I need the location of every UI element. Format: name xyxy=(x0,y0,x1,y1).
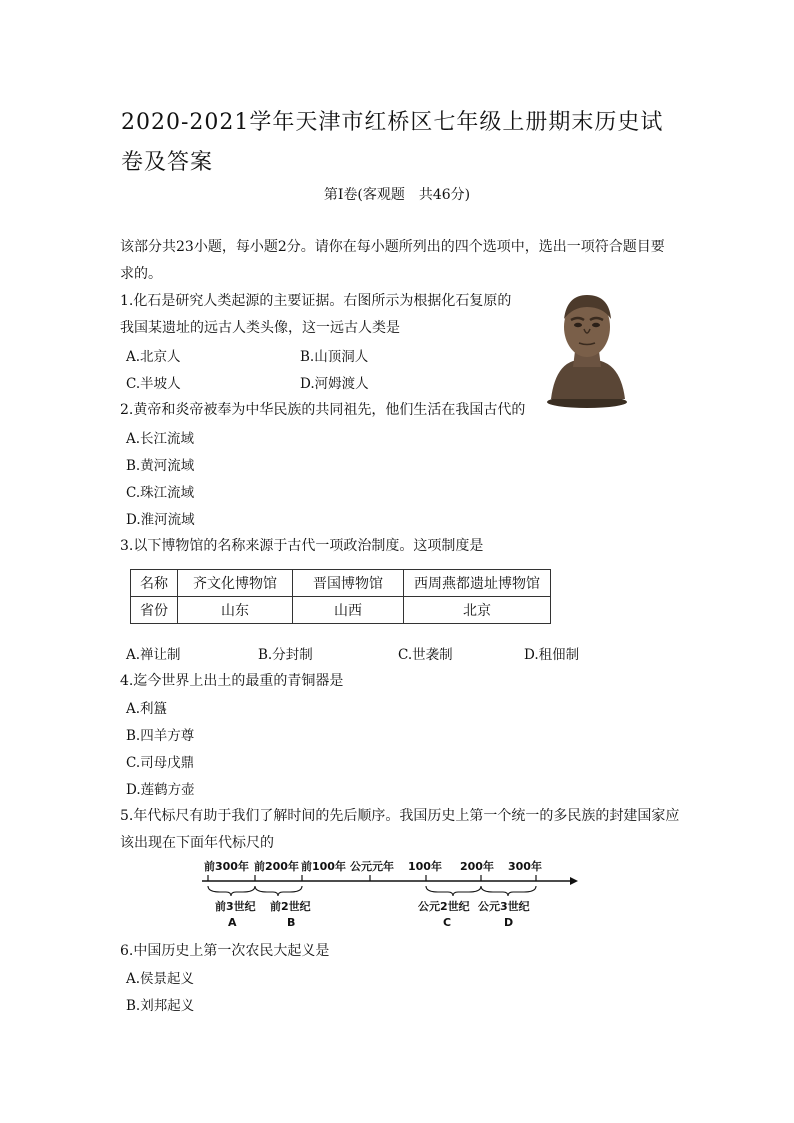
table-row xyxy=(131,597,551,624)
timeline-label: 200年 xyxy=(460,860,494,873)
table-cell: 山东 xyxy=(178,597,293,624)
q5-stem-line-1: 5.年代标尺有助于我们了解时间的先后顺序。我国历史上第一个统一的多民族的封建国家应 xyxy=(120,808,680,824)
q2-option-a[interactable]: A.长江流域 xyxy=(126,431,195,447)
q6-stem: 6.中国历史上第一次农民大起义是 xyxy=(120,943,330,959)
table-cell: 西周燕都遗址博物馆 xyxy=(404,570,551,597)
q1-stem-line-2: 我国某遗址的远古人类头像，这一远古人类是 xyxy=(120,320,400,336)
table-cell: 北京 xyxy=(404,597,551,624)
timeline-century: 前2世纪 xyxy=(270,900,311,913)
section-heading: 第Ⅰ卷(客观题 共46分) xyxy=(323,187,471,203)
timeline-label: 前300年 xyxy=(204,860,249,873)
q6-option-a[interactable]: A.侯景起义 xyxy=(126,971,195,987)
q2-option-b[interactable]: B.黄河流域 xyxy=(126,458,195,474)
timeline-brace-a xyxy=(208,886,255,896)
table-cell: 省份 xyxy=(131,597,178,624)
timeline-brace-c xyxy=(426,886,481,896)
timeline-ruler xyxy=(198,856,578,936)
timeline-label: 公元元年 xyxy=(350,860,394,873)
timeline-letter: A xyxy=(228,916,237,929)
timeline-label: 前100年 xyxy=(301,860,346,873)
timeline-century: 公元3世纪 xyxy=(478,900,530,913)
table-cell: 晋国博物馆 xyxy=(293,570,404,597)
timeline-brace-b xyxy=(255,886,302,896)
museum-table xyxy=(130,569,551,624)
timeline-century: 公元2世纪 xyxy=(418,900,470,913)
q4-option-a[interactable]: A.利簋 xyxy=(126,701,168,717)
q4-stem: 4.迄今世界上出土的最重的青铜器是 xyxy=(120,673,344,689)
q4-option-b[interactable]: B.四羊方尊 xyxy=(126,728,195,744)
timeline-label: 300年 xyxy=(508,860,542,873)
document-title: 2020-2021学年天津市红桥区七年级上册期末历史试卷及答案 xyxy=(121,110,664,175)
q3-option-b[interactable]: B.分封制 xyxy=(258,647,313,663)
q2-option-d[interactable]: D.淮河流域 xyxy=(126,512,195,528)
q1-option-d[interactable]: D.河姆渡人 xyxy=(300,376,369,392)
timeline-letter: C xyxy=(443,916,452,929)
q4-option-c[interactable]: C.司母戊鼎 xyxy=(126,755,195,771)
instructions-line-2: 求的。 xyxy=(120,266,162,282)
q3-stem: 3.以下博物馆的名称来源于古代一项政治制度。这项制度是 xyxy=(120,538,484,554)
ancient-human-bust-image xyxy=(541,289,633,409)
q4-option-d[interactable]: D.莲鹤方壶 xyxy=(126,782,195,798)
q1-option-c[interactable]: C.半坡人 xyxy=(126,376,181,392)
instructions-line-1: 该部分共23小题，每小题2分。请你在每小题所列出的四个选项中，选出一项符合题目要 xyxy=(120,239,665,255)
timeline-axis xyxy=(202,877,578,885)
q3-option-d[interactable]: D.租佃制 xyxy=(524,647,580,663)
table-row xyxy=(131,570,551,597)
table-cell: 齐文化博物馆 xyxy=(178,570,293,597)
q3-option-c[interactable]: C.世袭制 xyxy=(398,647,453,663)
q5-stem-line-2: 该出现在下面年代标尺的 xyxy=(120,835,274,851)
q2-stem: 2.黄帝和炎帝被奉为中华民族的共同祖先，他们生活在我国古代的 xyxy=(120,402,526,418)
timeline-letter: B xyxy=(287,916,296,929)
timeline-brace-d xyxy=(481,886,536,896)
timeline-letter: D xyxy=(504,916,514,929)
timeline-century: 前3世纪 xyxy=(215,900,256,913)
q1-stem-line-1: 1.化石是研究人类起源的主要证据。右图所示为根据化石复原的 xyxy=(120,293,512,309)
q3-option-a[interactable]: A.禅让制 xyxy=(126,647,181,663)
timeline-label: 100年 xyxy=(408,860,442,873)
q2-option-c[interactable]: C.珠江流域 xyxy=(126,485,195,501)
q1-option-a[interactable]: A.北京人 xyxy=(126,349,181,365)
q6-option-b[interactable]: B.刘邦起义 xyxy=(126,998,195,1014)
q1-option-b[interactable]: B.山顶洞人 xyxy=(300,349,369,365)
table-cell: 名称 xyxy=(131,570,178,597)
table-cell: 山西 xyxy=(293,597,404,624)
timeline-label: 前200年 xyxy=(254,860,299,873)
